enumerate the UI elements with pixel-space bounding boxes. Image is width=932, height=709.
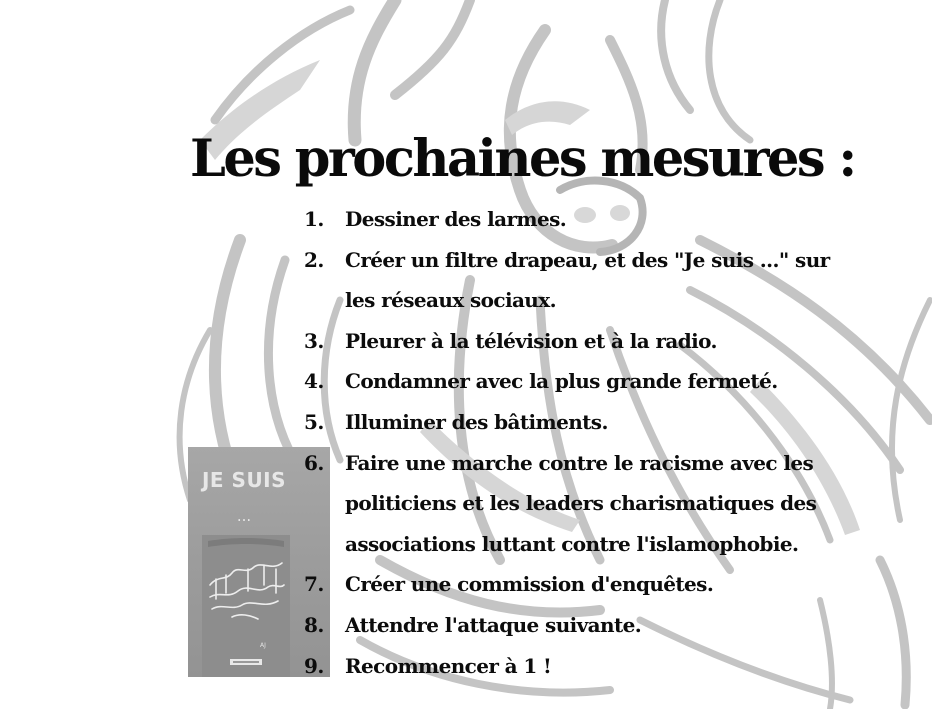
poster-title: JE SUIS xyxy=(201,468,287,492)
measure-text: Dessiner des larmes. xyxy=(345,207,567,231)
measure-number: 5. xyxy=(304,409,324,434)
measure-item xyxy=(304,402,924,443)
measure-item xyxy=(304,240,924,321)
measure-item xyxy=(304,361,924,402)
measure-text: Créer une commission d'enquêtes. xyxy=(345,572,714,597)
measure-item xyxy=(304,646,924,687)
measure-text: Recommencer à 1 ! xyxy=(345,653,552,678)
measure-text: Attendre l'attaque suivante. xyxy=(345,612,642,637)
measure-text: les réseaux sociaux. xyxy=(345,288,556,313)
measure-text: Illuminer des bâtiments. xyxy=(345,409,608,434)
measure-item xyxy=(304,443,924,565)
measure-number: 4. xyxy=(304,369,324,394)
svg-text:AJ: AJ xyxy=(260,642,266,649)
measure-text: politiciens et les leaders charismatiques des xyxy=(345,491,817,516)
measure-text: Condamner avec la plus grande fermeté. xyxy=(345,369,778,394)
arabic-calligraphy-icon xyxy=(202,535,290,677)
measures-list xyxy=(304,199,924,686)
measure-item xyxy=(304,564,924,605)
measure-number: 7. xyxy=(304,572,324,597)
measure-text: Pleurer à la télévision et à la radio. xyxy=(345,328,717,353)
measure-number: 1. xyxy=(304,207,324,231)
measure-number: 9. xyxy=(304,653,324,678)
measure-number: 3. xyxy=(304,328,324,353)
measure-text: Créer un filtre drapeau, et des "Je suis ..." sur xyxy=(345,247,830,272)
measure-number: 2. xyxy=(304,247,324,272)
measure-text: Faire une marche contre le racisme avec les xyxy=(345,450,814,475)
measure-item xyxy=(304,605,924,646)
measure-number: 6. xyxy=(304,450,324,475)
measure-item xyxy=(304,199,924,240)
measure-number: 8. xyxy=(304,612,324,637)
page-title: Les prochaines mesures : xyxy=(190,129,855,189)
measure-item xyxy=(304,321,924,362)
poster-ellipsis: ... xyxy=(236,507,252,525)
measure-text: associations luttant contre l'islamophobie. xyxy=(345,531,799,556)
